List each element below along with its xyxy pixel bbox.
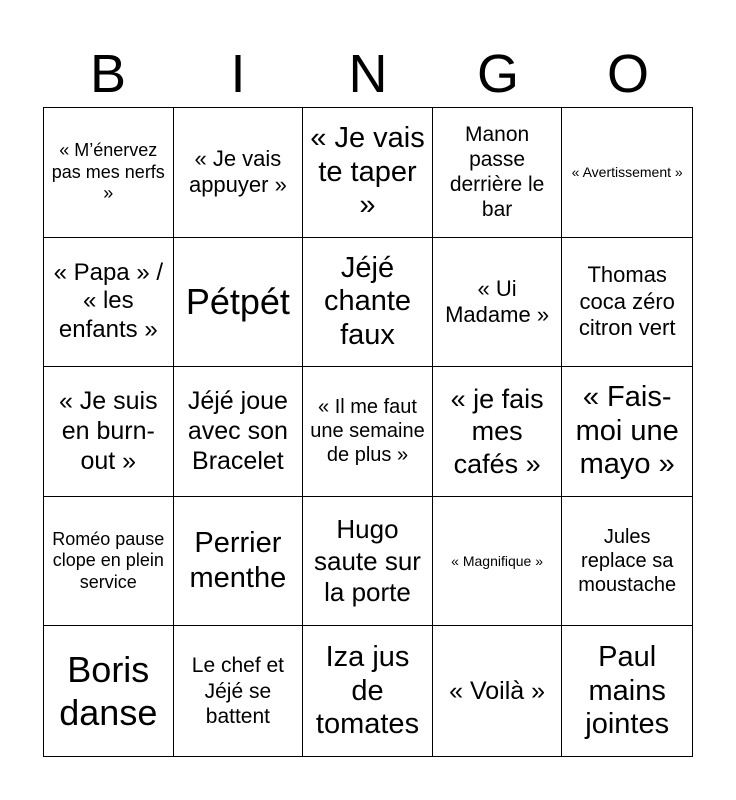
- bingo-cell[interactable]: [44, 626, 174, 756]
- cell-text: « Magnifique »: [451, 552, 544, 569]
- bingo-cell[interactable]: [174, 626, 304, 756]
- cell-text: Iza jus de tomates: [315, 641, 420, 740]
- bingo-header: [43, 40, 693, 108]
- header-letter-g: G: [476, 44, 519, 104]
- cell-text: Jéjé chante faux: [323, 251, 412, 351]
- cell-text: Paul mains jointes: [585, 641, 670, 740]
- cell-text: « Il me faut une semaine de plus »: [310, 396, 425, 467]
- header-letter-n: N: [348, 44, 388, 104]
- bingo-cell[interactable]: [433, 626, 563, 756]
- cell-text: Boris danse: [59, 649, 158, 734]
- cell-text: Roméo pause clope en plein service: [52, 528, 165, 592]
- bingo-cell[interactable]: [44, 108, 174, 238]
- bingo-cell[interactable]: [562, 367, 692, 497]
- cell-text: Perrier menthe: [189, 527, 287, 595]
- bingo-grid: [43, 107, 693, 757]
- bingo-cell[interactable]: [303, 497, 433, 627]
- bingo-cell[interactable]: [44, 238, 174, 368]
- cell-text: Jéjé joue avec son Bracelet: [187, 387, 288, 476]
- cell-text: « Je vais te taper »: [310, 122, 425, 221]
- bingo-cell[interactable]: [174, 367, 304, 497]
- header-letter-i: I: [230, 44, 246, 104]
- bingo-cell[interactable]: [174, 238, 304, 368]
- bingo-cell[interactable]: [44, 497, 174, 627]
- cell-text: « je fais mes cafés »: [450, 383, 544, 479]
- cell-text: Jules replace sa moustache: [578, 526, 677, 597]
- cell-text: Le chef et Jéjé se battent: [191, 654, 284, 728]
- cell-text: « M’énervez pas mes nerfs »: [51, 139, 165, 204]
- cell-text: Hugo saute sur la porte: [314, 514, 421, 607]
- header-letter-o: O: [606, 44, 649, 104]
- bingo-cell[interactable]: [174, 497, 304, 627]
- cell-text: « Ui Madame »: [445, 275, 550, 327]
- cell-text: « Avertissement »: [571, 163, 683, 180]
- bingo-cell[interactable]: [433, 238, 563, 368]
- bingo-cell[interactable]: [433, 108, 563, 238]
- bingo-cell[interactable]: [433, 367, 563, 497]
- bingo-cell[interactable]: [562, 497, 692, 627]
- cell-text: « Papa » / « les enfants »: [53, 258, 163, 344]
- bingo-cell[interactable]: [174, 108, 304, 238]
- bingo-cell[interactable]: [562, 108, 692, 238]
- cell-text: « Je vais appuyer »: [188, 145, 287, 198]
- bingo-cell[interactable]: [303, 238, 433, 368]
- cell-text: « Voilà »: [449, 677, 546, 706]
- bingo-cell[interactable]: [433, 497, 563, 627]
- bingo-cell[interactable]: [303, 108, 433, 238]
- bingo-cell[interactable]: [562, 626, 692, 756]
- bingo-cell[interactable]: [44, 367, 174, 497]
- bingo-cell[interactable]: [303, 626, 433, 756]
- cell-text: Thomas coca zéro citron vert: [578, 262, 676, 341]
- cell-text: Pétpét: [185, 281, 290, 323]
- cell-text: « Je suis en burn-out »: [58, 387, 158, 476]
- bingo-cell[interactable]: [303, 367, 433, 497]
- cell-text: « Fais-moi une mayo »: [575, 381, 679, 481]
- bingo-cell[interactable]: [562, 238, 692, 368]
- cell-text: Manon passe derrière le bar: [449, 122, 545, 222]
- header-letter-b: B: [89, 44, 127, 104]
